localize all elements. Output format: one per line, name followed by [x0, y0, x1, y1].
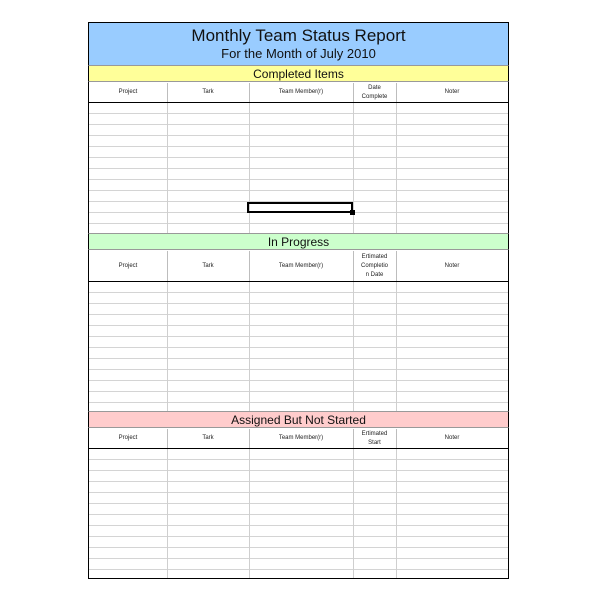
- col-estimated-start[interactable]: Ertimated Start: [361, 430, 388, 446]
- col-team-member[interactable]: Team Member(r): [278, 435, 324, 441]
- col-task[interactable]: Tark: [202, 435, 214, 441]
- col-task[interactable]: Tark: [202, 89, 214, 95]
- completed-column-headers: [88, 83, 509, 103]
- report-title: Monthly Team Status Report: [191, 26, 406, 45]
- col-project[interactable]: Project: [118, 262, 138, 269]
- selected-cell[interactable]: [247, 202, 353, 213]
- not-started-column-headers: [88, 429, 509, 449]
- not-started-section-header: [88, 411, 509, 428]
- col-project[interactable]: Project: [118, 89, 138, 95]
- col-estimated-completion-date[interactable]: Ertimated Completio n Date: [360, 253, 388, 278]
- col-team-member[interactable]: Team Member(r): [278, 262, 324, 269]
- in-progress-section-label: In Progress: [267, 234, 330, 249]
- col-date-complete[interactable]: Date Complete: [361, 84, 388, 100]
- in-progress-rows-grid[interactable]: [88, 282, 509, 411]
- not-started-rows-grid[interactable]: [88, 449, 509, 578]
- report-title-band: [88, 22, 509, 65]
- completed-rows-grid[interactable]: [88, 103, 509, 233]
- col-notes[interactable]: Noter: [444, 435, 460, 441]
- report-subtitle: For the Month of July 2010: [221, 46, 376, 61]
- fill-handle[interactable]: [350, 210, 355, 215]
- completed-section-header: [88, 65, 509, 82]
- col-team-member[interactable]: Team Member(r): [278, 89, 324, 95]
- in-progress-section-header: [88, 233, 509, 250]
- col-task[interactable]: Tark: [202, 262, 214, 269]
- in-progress-column-headers: [88, 251, 509, 282]
- col-notes[interactable]: Noter: [444, 89, 460, 95]
- completed-section-label: Completed Items: [253, 66, 344, 81]
- col-project[interactable]: Project: [118, 435, 138, 441]
- not-started-section-label: Assigned But Not Started: [231, 412, 366, 427]
- col-notes[interactable]: Noter: [444, 262, 460, 269]
